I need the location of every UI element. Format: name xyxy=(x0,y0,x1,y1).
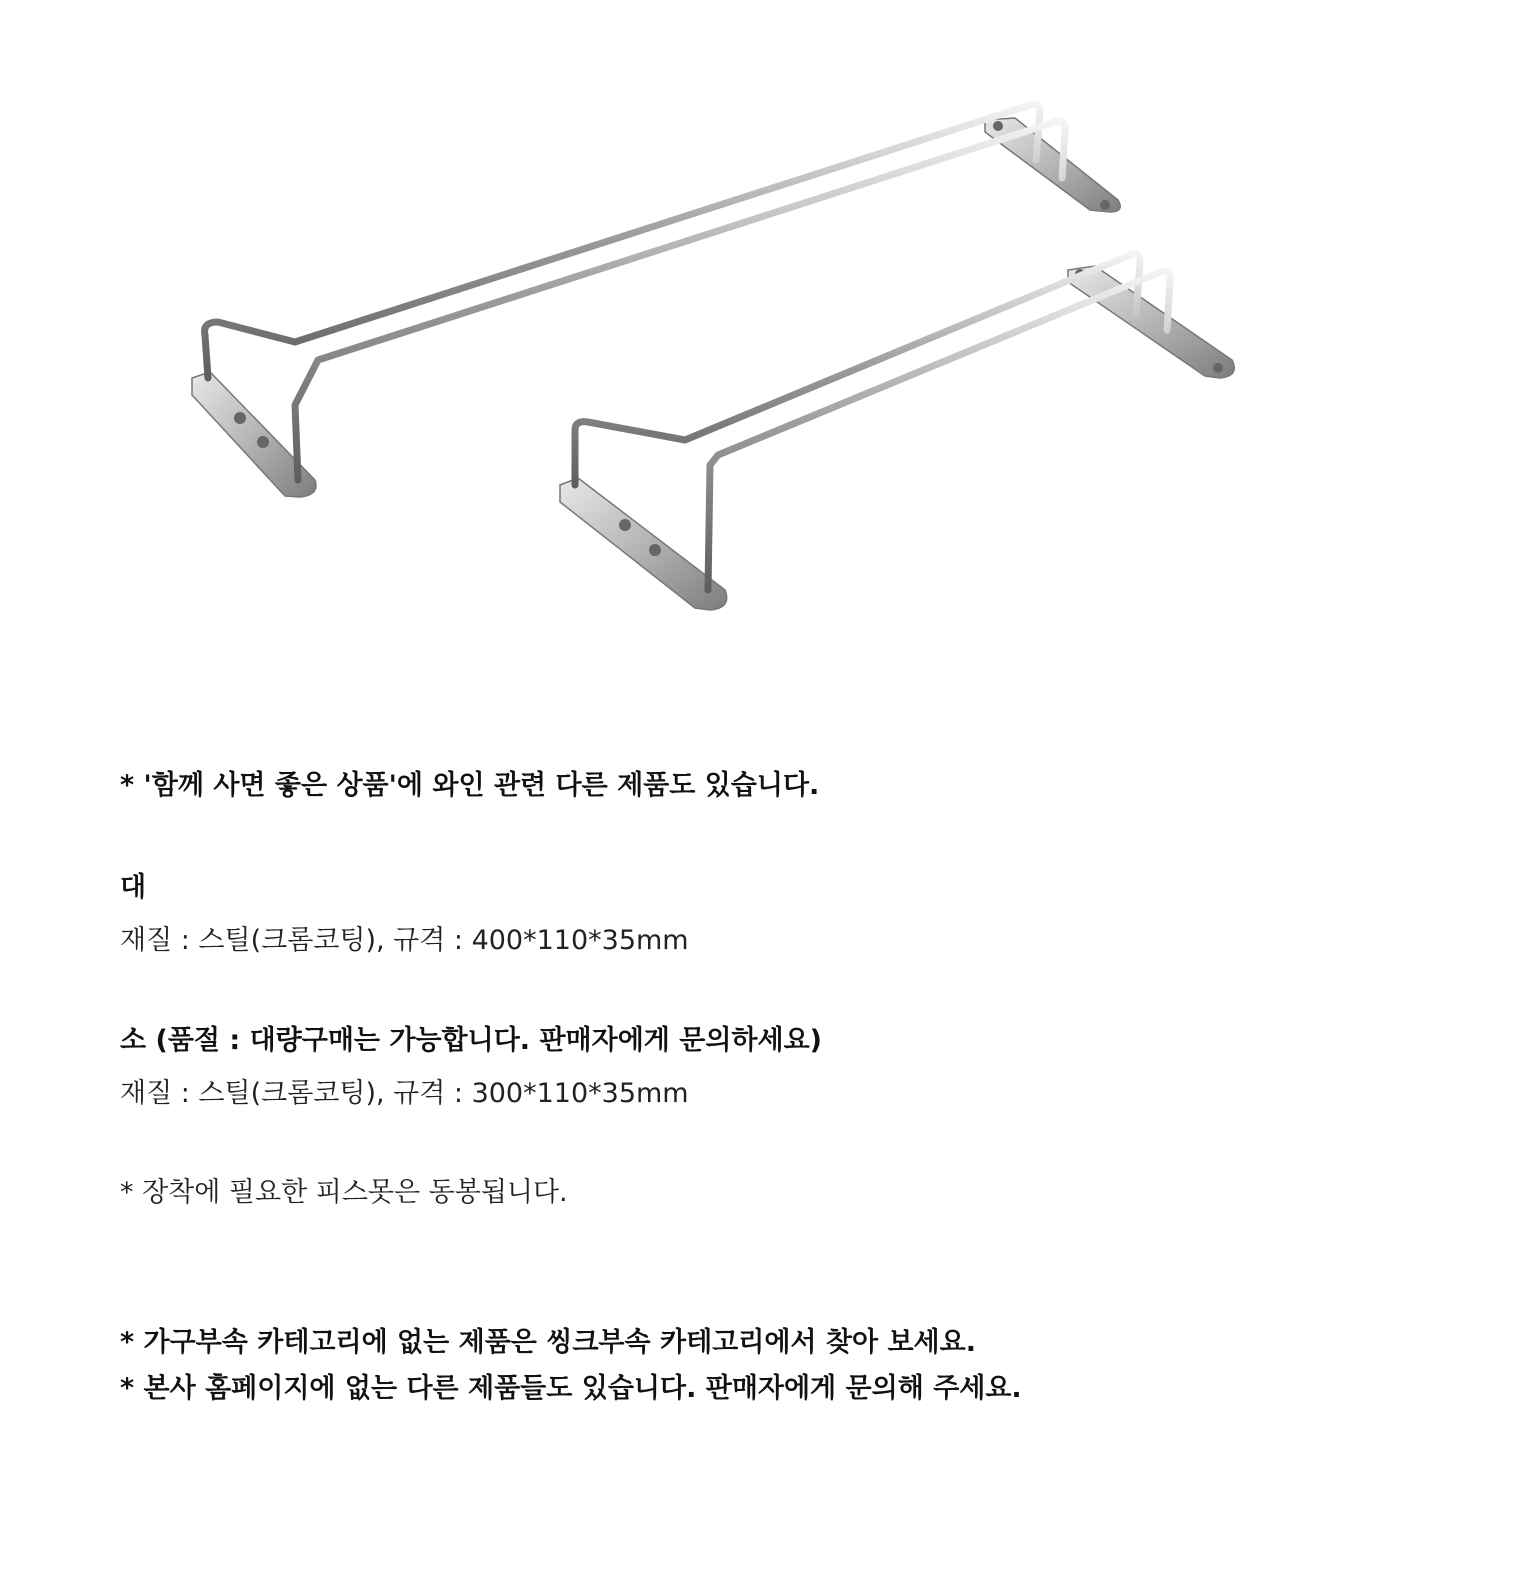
product-image-wine-glass-racks xyxy=(150,60,1290,680)
small-size-spec: 재질 : 스틸(크롬코팅), 규격 : 300*110*35mm xyxy=(120,1078,689,1109)
small-size-title: 소 (품절 : 대량구매는 가능합니다. 판매자에게 문의하세요) xyxy=(120,1025,823,1056)
small-rack xyxy=(560,254,1234,610)
large-size-spec: 재질 : 스틸(크롬코팅), 규격 : 400*110*35mm xyxy=(120,925,689,956)
large-size-title: 대 xyxy=(120,872,147,903)
related-products-notice: * '함께 사면 좋은 상품'에 와인 관련 다른 제품도 있습니다. xyxy=(120,770,820,801)
contact-seller-notice: * 본사 홈페이지에 없는 다른 제품들도 있습니다. 판매자에게 문의해 주세요. xyxy=(120,1373,1022,1404)
screws-included-note: * 장착에 필요한 피스못은 동봉됩니다. xyxy=(120,1177,568,1208)
category-notice: * 가구부속 카테고리에 없는 제품은 씽크부속 카테고리에서 찾아 보세요. xyxy=(120,1327,976,1358)
